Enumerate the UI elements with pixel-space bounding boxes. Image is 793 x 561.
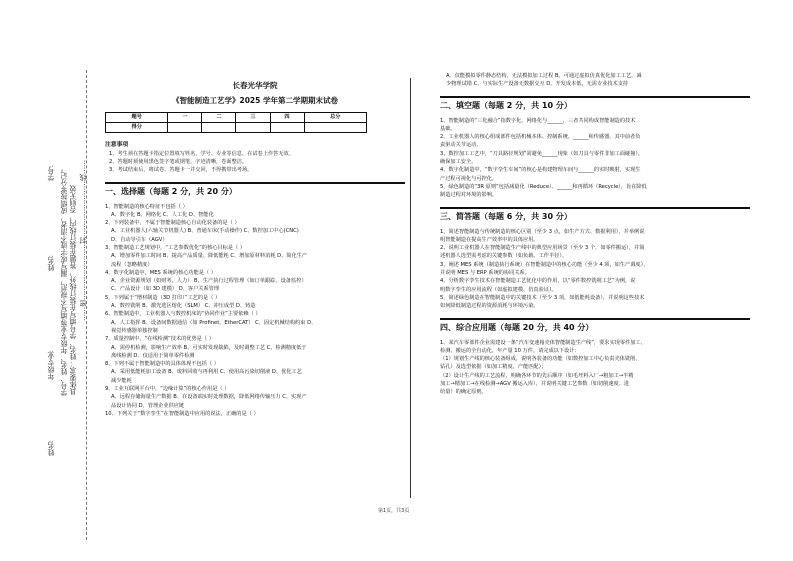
score-cell[interactable] (236, 122, 270, 132)
section-3-title: 三、简答题（每题 6 分，共 30 分） (440, 207, 750, 225)
section-2-title: 二、填空题（每题 2 分，共 10 分） (440, 96, 750, 114)
question-stem: 6、智能制造中，工业机器人与数控机床的“协同作业”主要依赖（ ） (105, 311, 261, 318)
question-stem: 9、工业互联网平台中，“边缘计算”的核心作用是（ ） (105, 386, 230, 393)
question-option: 流程（忽略精度） (111, 261, 153, 268)
score-table-score-row (106, 122, 367, 132)
section3-line: 明智能制造在提高生产效率中的具体应用。 (440, 236, 539, 243)
left-column (105, 82, 405, 418)
question-option: D、自动导引车（AGV） (111, 236, 168, 243)
question-option: 减少能耗 (111, 377, 132, 384)
section3-line: 3、阐述 MES 系统（制造执行系统）在智能制造中的核心功能（至少 4 项，如生产调度）， (440, 261, 649, 268)
question-stem: 3、智能制造工艺规划中，“工艺参数优化”的核心目标是（ ） (105, 244, 246, 251)
section4-line: 钻孔）及选型依据（如加工精度、产能匹配）； (440, 364, 547, 371)
section2-line: 制造过程对环境的影响。 (440, 192, 498, 199)
seal-line-text: ……密……………………封……………………线…… (79, 160, 87, 321)
question-option: A、数控铣削 B、激光选区熔化（SLM） C、冲压成型 D、铸造 (111, 303, 256, 310)
section-1-questions (105, 203, 405, 419)
section2-line: 基础。 (440, 125, 456, 132)
score-cell: 一 (168, 112, 202, 122)
question-option: 少物理试错 C、与实际生产设备无数据交互 D、开发成本低，无需专业技术支持 (446, 81, 629, 88)
section-4-items (440, 339, 750, 397)
notice-block (105, 141, 405, 175)
binding-rules-2: 具体要求：姓名、学号填写在装订线外，答题在装订线内，否则无效 (69, 185, 77, 395)
right-column (440, 72, 750, 397)
score-cell[interactable] (202, 122, 236, 132)
section2-line: 产过程可视化与可控化。 (440, 175, 498, 182)
question-option: A、增加零件加工时间 B、提高产品质量、降低能耗 C、增加原材料消耗 D、简化生产 (111, 253, 308, 260)
question-stem: 2、下列装备中，不属于智能制造核心自动化装备的是（ ） (105, 220, 240, 227)
score-cell: 三 (236, 112, 270, 122)
column-divider (410, 78, 411, 498)
question-stem: 1、智能制造的核心特征不包括（ ） (105, 203, 188, 210)
question-stem: 10、下列关于“数字孪生”在智能制造中应用的说法，正确的是（ ） (105, 410, 259, 417)
score-cell: 题号 (106, 112, 168, 122)
score-cell: 二 (202, 112, 236, 122)
question-option: 品设计协同 D、管理企业供应链 (111, 402, 185, 409)
score-cell: 四 (270, 112, 304, 122)
question-option: 离线检测 D、仅适用于简单零件检测 (111, 352, 195, 359)
question-option: A、远程存储海量生产数据 B、在设备端实时处理数据，降低网络传输压力 C、实现产 (111, 394, 307, 401)
name-label: 姓名: (47, 255, 55, 272)
exam-title: 《智能制造工艺学》2025 学年第二学期期末试卷 (172, 96, 338, 106)
question-option: 视觉传感器单独控制 (111, 327, 158, 334)
page-footer: 第1页，共3页 (378, 508, 410, 514)
notice-item: 2、答题时须使用黑色签字笔或钢笔，字迹清晰，卷面整洁。 (109, 159, 248, 166)
section4-line: （2）设计生产线的工艺流程，明确各环节的先后顺序（如毛坯料入厂→粗加工→半精 (440, 372, 634, 379)
section4-line: 加工→精加工→在线检测→AGV 搬运入库），并说明关键工艺参数（如切削速度、进 (440, 381, 630, 388)
section2-line: 确保加工安全。 (440, 159, 477, 166)
question-option: A、企业资源规划（如财务、人力） B、生产执行过程管理（如订单跟踪、设备监控） (111, 278, 307, 285)
section3-line: 并说明 MES 与 ERP 系统的协同关系。 (440, 270, 530, 277)
score-table (105, 112, 367, 133)
section4-line: （1）规划生产线的核心装备组成，说明各装备的功能（如数控加工中心负责壳体铣削、 (440, 356, 641, 363)
score-table-header-row (106, 112, 367, 122)
section3-line: 4、分析数字孪生技术在智能制造工艺优化中的作用，以“零件数控铣削工艺”为例，说 (440, 278, 636, 285)
question-option: A、人工指挥 B、设备间数据通信（如 Profinet、EtherCAT） C、固定机械结构约束 D、 (111, 319, 317, 326)
section2-line: 4、数字化制造中，“数字孪生车间”的核心是构建物理车间与______的实时映射，实现生 (440, 167, 641, 174)
question-stem: 8、下列不属于智能制造中的具体体现不包括（ ） (105, 361, 219, 368)
section4-line: 给量）的确定原则。 (440, 389, 487, 396)
question-stem: 5、下列属于“增材制造（3D 打印）”工艺的是（ ） (105, 294, 221, 301)
section3-line: 1、简述智能制造与传统制造的核心区别（至少 3 点，如生产方式、数据利用），并举例说 (440, 228, 645, 235)
score-cell[interactable] (304, 122, 366, 132)
question-option: A、工业机器人(六轴关节机器人) B、普通车床(手动操作) C、数控加工中心(CNC) (111, 228, 299, 235)
grade-major-label: 年级专业: (47, 350, 55, 381)
binding-rules-1: 学号、姓名、年级专业等填写不规范，漏写或字迹不清者，成绩按零分记。 (60, 165, 68, 396)
notice-item: 1、考生须在答题卡指定位置填写姓名、学号、专业等信息，在试卷上作答无效。 (109, 150, 294, 157)
notice-item: 3、考试结束后，将试卷、答题卡一并交回，不得携带出考场。 (109, 167, 253, 174)
section3-line: 述机器人选型需考虑的关键参数（如负载、工作半径）。 (440, 253, 568, 260)
section4-line: 1、某汽车零部件企业需建设一条“汽车变速箱壳体智能制造生产线”，要求实现零件加工、 (440, 339, 646, 346)
notice-title: 注意事项 (105, 141, 129, 148)
section4-line: 检测、搬运的全自动化，年产量 10 万件。请完成以下设计： (440, 347, 580, 354)
score-cell: 总分 (304, 112, 366, 122)
question-option: A、数字化 B、网络化 C、人工化 D、智能化 (111, 211, 214, 218)
section2-line: 3、数控加工工艺中，“刀具路径规划”需避免______现象（如刀具与零件非加工面碰撞）， (440, 150, 644, 157)
section2-line: 5、绿色制造的“3R 原则”包括减量化（Reduce）、______和再循环（Recycle），旨在降低 (440, 183, 647, 190)
name-label-2: 姓名: (47, 440, 55, 457)
score-cell[interactable] (168, 122, 202, 132)
score-cell: 得分 (106, 122, 168, 132)
question-option: A、采用低能耗加工设备 B、废料回收与再利用 C、使用高污染切削液 D、优化工艺 (111, 369, 302, 376)
question-option: C、产品设计（如 3D 建模） D、客户关系管理 (111, 286, 220, 293)
section3-line: 2、说明工业机器人在智能制造生产线中的典型应用场景（至少 3 个，如零件搬运），并简 (440, 245, 645, 252)
section2-line: 2、工业机器人的核心组成部件包括机械本体、控制系统、______和传感器，其中前者负 (440, 134, 641, 141)
section-3-items (440, 228, 750, 311)
student-id-label: 学号: (47, 165, 55, 182)
question-stem: 4、数字化制造中，MES 系统的核心功能是（ ） (105, 269, 217, 276)
section3-line: 明数字孪生的应用流程（如虚拟建模、仿真验证）。 (440, 286, 557, 293)
section3-line: 如何降低制造过程的资源消耗与环境污染。 (440, 303, 539, 310)
section-1-title: 一、选择题（每题 2 分，共 20 分） (105, 182, 405, 200)
question-stem: 7、质量控制中，“在线检测”技术的优势是（ ） (105, 336, 214, 343)
question-option: A、需停机检测，影响生产效率 B、可实时发现缺陷，及时调整工艺 C、检测精度低于 (111, 344, 307, 351)
section-4-title: 四、综合应用题（每题 20 分，共 40 分） (440, 318, 750, 336)
school-name: 长春光华学院 (232, 81, 278, 90)
question-option: A、仅能模拟零件静态结构，无法模拟加工过程 B、可通过虚拟仿真优化加工工艺，减 (446, 73, 642, 79)
score-cell[interactable] (270, 122, 304, 132)
section-2-items (440, 117, 750, 200)
section2-line: 1、智能制造的“三化融合”指数字化、网络化与______，三者共同构成智能制造的技术 (440, 117, 636, 124)
section2-line: 责驱动关节运动。 (440, 142, 482, 149)
section3-line: 5、简述绿色制造在智能制造中的关键技术（至少 3 项，如低能耗设备），并说明这些技术 (440, 294, 645, 301)
